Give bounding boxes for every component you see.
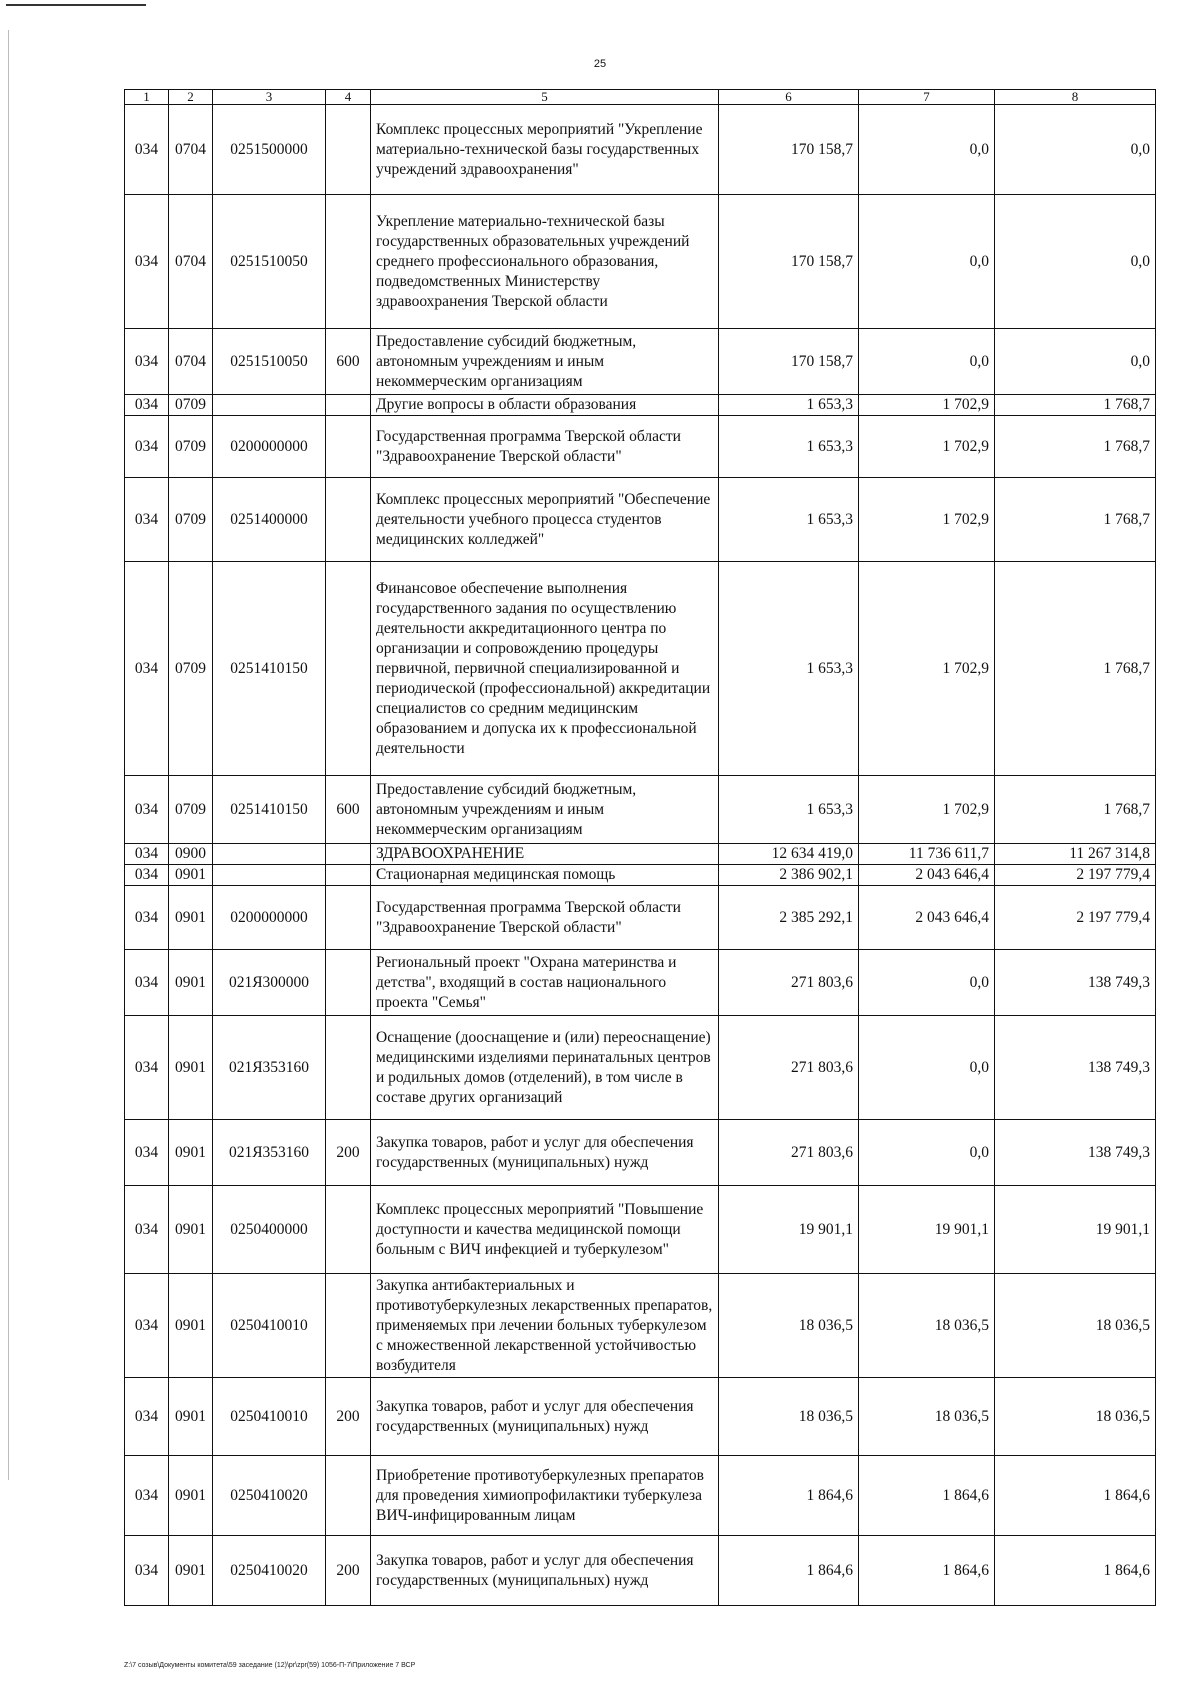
cell-admin-code: 034 (125, 329, 169, 395)
cell-admin-code: 034 (125, 865, 169, 886)
cell-amount-year-3: 0,0 (995, 105, 1156, 195)
cell-admin-code: 034 (125, 1274, 169, 1378)
table-row (125, 865, 1156, 886)
cell-section-code: 0704 (169, 105, 213, 195)
cell-amount-year-2: 2 043 646,4 (859, 886, 995, 950)
cell-admin-code: 034 (125, 886, 169, 950)
cell-amount-year-3: 11 267 314,8 (995, 844, 1156, 865)
cell-amount-year-1: 1 653,3 (719, 395, 859, 416)
cell-admin-code: 034 (125, 478, 169, 562)
cell-expense-type (326, 1016, 371, 1120)
cell-amount-year-3: 138 749,3 (995, 1120, 1156, 1186)
cell-section-code: 0901 (169, 865, 213, 886)
table-row (125, 105, 1156, 195)
cell-admin-code: 034 (125, 1120, 169, 1186)
cell-admin-code: 034 (125, 844, 169, 865)
cell-amount-year-1: 271 803,6 (719, 950, 859, 1016)
cell-amount-year-2: 1 702,9 (859, 416, 995, 478)
cell-expense-type: 200 (326, 1378, 371, 1456)
page-number: 25 (593, 58, 607, 70)
cell-description: Укрепление материально-технической базы государственных образовательных учреждений среднего профессионального образования, подведомственных Министерству здравоохранения Тверской области (371, 195, 719, 329)
cell-amount-year-1: 1 864,6 (719, 1536, 859, 1606)
cell-target-code (213, 865, 326, 886)
cell-section-code: 0709 (169, 562, 213, 776)
cell-amount-year-2: 0,0 (859, 1016, 995, 1120)
cell-target-code (213, 395, 326, 416)
cell-target-code: 0250410020 (213, 1536, 326, 1606)
cell-target-code: 0250410020 (213, 1456, 326, 1536)
cell-amount-year-1: 271 803,6 (719, 1016, 859, 1120)
cell-expense-type (326, 195, 371, 329)
cell-amount-year-2: 0,0 (859, 105, 995, 195)
table-row (125, 478, 1156, 562)
budget-table (124, 89, 1156, 1606)
cell-target-code: 0200000000 (213, 886, 326, 950)
cell-amount-year-1: 2 386 902,1 (719, 865, 859, 886)
cell-target-code: 021Я353160 (213, 1120, 326, 1186)
cell-amount-year-3: 18 036,5 (995, 1274, 1156, 1378)
cell-admin-code: 034 (125, 776, 169, 844)
cell-admin-code: 034 (125, 562, 169, 776)
cell-amount-year-3: 2 197 779,4 (995, 865, 1156, 886)
cell-admin-code: 034 (125, 1016, 169, 1120)
cell-amount-year-3: 0,0 (995, 195, 1156, 329)
table-row (125, 1378, 1156, 1456)
cell-expense-type: 200 (326, 1120, 371, 1186)
cell-amount-year-3: 1 768,7 (995, 776, 1156, 844)
cell-expense-type (326, 1274, 371, 1378)
header-col-5: 5 (371, 90, 719, 105)
cell-amount-year-1: 271 803,6 (719, 1120, 859, 1186)
cell-expense-type (326, 865, 371, 886)
cell-expense-type (326, 886, 371, 950)
cell-amount-year-1: 1 653,3 (719, 478, 859, 562)
cell-amount-year-2: 0,0 (859, 329, 995, 395)
cell-admin-code: 034 (125, 416, 169, 478)
cell-amount-year-3: 1 768,7 (995, 562, 1156, 776)
cell-amount-year-2: 1 702,9 (859, 562, 995, 776)
header-col-7: 7 (859, 90, 995, 105)
cell-amount-year-1: 1 653,3 (719, 776, 859, 844)
cell-description: Приобретение противотуберкулезных препаратов для проведения химиопрофилактики туберкулеза ВИЧ-инфицированным лицам (371, 1456, 719, 1536)
footer-file-path: Z:\7 созыв\Документы комитета\59 заседание (12)\pr\zpr(59) 1056-П-7\Приложение 7 ВСР (124, 1662, 416, 1669)
cell-expense-type (326, 105, 371, 195)
cell-amount-year-2: 1 702,9 (859, 478, 995, 562)
cell-amount-year-2: 0,0 (859, 1120, 995, 1186)
cell-amount-year-2: 18 036,5 (859, 1274, 995, 1378)
cell-amount-year-1: 170 158,7 (719, 329, 859, 395)
cell-admin-code: 034 (125, 1536, 169, 1606)
cell-admin-code: 034 (125, 1456, 169, 1536)
table-row (125, 1120, 1156, 1186)
cell-amount-year-3: 138 749,3 (995, 1016, 1156, 1120)
cell-expense-type (326, 844, 371, 865)
table-row (125, 1456, 1156, 1536)
cell-amount-year-3: 138 749,3 (995, 950, 1156, 1016)
cell-amount-year-3: 1 768,7 (995, 478, 1156, 562)
cell-section-code: 0901 (169, 1016, 213, 1120)
header-col-6: 6 (719, 90, 859, 105)
scan-left-margin-line (8, 30, 9, 1480)
cell-amount-year-3: 19 901,1 (995, 1186, 1156, 1274)
cell-target-code: 0250410010 (213, 1378, 326, 1456)
cell-target-code: 0251400000 (213, 478, 326, 562)
cell-admin-code: 034 (125, 1378, 169, 1456)
cell-expense-type (326, 562, 371, 776)
cell-amount-year-2: 1 864,6 (859, 1536, 995, 1606)
cell-section-code: 0901 (169, 1456, 213, 1536)
header-col-2: 2 (169, 90, 213, 105)
cell-amount-year-1: 1 653,3 (719, 416, 859, 478)
cell-amount-year-2: 18 036,5 (859, 1378, 995, 1456)
cell-expense-type: 600 (326, 776, 371, 844)
table-row (125, 1016, 1156, 1120)
header-col-1: 1 (125, 90, 169, 105)
cell-section-code: 0901 (169, 1378, 213, 1456)
cell-amount-year-2: 11 736 611,7 (859, 844, 995, 865)
cell-section-code: 0901 (169, 1274, 213, 1378)
cell-description: Государственная программа Тверской области "Здравоохранение Тверской области" (371, 416, 719, 478)
cell-amount-year-1: 170 158,7 (719, 195, 859, 329)
cell-expense-type (326, 478, 371, 562)
cell-description: Стационарная медицинская помощь (371, 865, 719, 886)
cell-description: Предоставление субсидий бюджетным, автономным учреждениям и иным некоммерческим организациям (371, 776, 719, 844)
cell-description: ЗДРАВООХРАНЕНИЕ (371, 844, 719, 865)
cell-expense-type (326, 416, 371, 478)
cell-description: Государственная программа Тверской области "Здравоохранение Тверской области" (371, 886, 719, 950)
cell-amount-year-1: 170 158,7 (719, 105, 859, 195)
table-row (125, 776, 1156, 844)
cell-amount-year-3: 1 768,7 (995, 416, 1156, 478)
cell-amount-year-2: 0,0 (859, 950, 995, 1016)
cell-target-code: 0251500000 (213, 105, 326, 195)
cell-section-code: 0901 (169, 1536, 213, 1606)
cell-admin-code: 034 (125, 950, 169, 1016)
cell-amount-year-1: 1 864,6 (719, 1456, 859, 1536)
cell-target-code: 021Я300000 (213, 950, 326, 1016)
cell-admin-code: 034 (125, 395, 169, 416)
cell-admin-code: 034 (125, 105, 169, 195)
cell-target-code: 0250400000 (213, 1186, 326, 1274)
cell-description: Предоставление субсидий бюджетным, автономным учреждениям и иным некоммерческим организациям (371, 329, 719, 395)
scan-top-rule (6, 4, 146, 6)
cell-section-code: 0901 (169, 950, 213, 1016)
table-row (125, 329, 1156, 395)
cell-amount-year-2: 1 702,9 (859, 395, 995, 416)
cell-amount-year-1: 18 036,5 (719, 1378, 859, 1456)
cell-amount-year-2: 2 043 646,4 (859, 865, 995, 886)
cell-section-code: 0704 (169, 329, 213, 395)
table-row (125, 562, 1156, 776)
cell-amount-year-3: 1 864,6 (995, 1536, 1156, 1606)
cell-description: Другие вопросы в области образования (371, 395, 719, 416)
table-row (125, 416, 1156, 478)
cell-amount-year-2: 19 901,1 (859, 1186, 995, 1274)
cell-section-code: 0900 (169, 844, 213, 865)
header-col-8: 8 (995, 90, 1156, 105)
cell-section-code: 0901 (169, 886, 213, 950)
cell-amount-year-2: 0,0 (859, 195, 995, 329)
header-col-3: 3 (213, 90, 326, 105)
cell-description: Региональный проект "Охрана материнства и детства", входящий в состав национального проекта "Семья" (371, 950, 719, 1016)
cell-expense-type (326, 1186, 371, 1274)
cell-expense-type (326, 395, 371, 416)
cell-amount-year-2: 1 864,6 (859, 1456, 995, 1536)
cell-target-code (213, 844, 326, 865)
table-row (125, 844, 1156, 865)
table-row (125, 886, 1156, 950)
cell-section-code: 0901 (169, 1186, 213, 1274)
cell-target-code: 0251410150 (213, 776, 326, 844)
cell-expense-type: 600 (326, 329, 371, 395)
cell-expense-type (326, 1456, 371, 1536)
cell-amount-year-3: 18 036,5 (995, 1378, 1156, 1456)
cell-description: Комплекс процессных мероприятий "Повышение доступности и качества медицинской помощи больным с ВИЧ инфекцией и туберкулезом" (371, 1186, 719, 1274)
cell-amount-year-2: 1 702,9 (859, 776, 995, 844)
cell-amount-year-1: 2 385 292,1 (719, 886, 859, 950)
cell-target-code: 0200000000 (213, 416, 326, 478)
header-col-4: 4 (326, 90, 371, 105)
cell-amount-year-3: 0,0 (995, 329, 1156, 395)
cell-expense-type: 200 (326, 1536, 371, 1606)
header-row (125, 90, 1156, 105)
cell-amount-year-1: 19 901,1 (719, 1186, 859, 1274)
cell-amount-year-3: 1 864,6 (995, 1456, 1156, 1536)
cell-description: Комплекс процессных мероприятий "Обеспечение деятельности учебного процесса студентов медицинских колледжей" (371, 478, 719, 562)
cell-admin-code: 034 (125, 195, 169, 329)
cell-section-code: 0709 (169, 478, 213, 562)
cell-amount-year-1: 12 634 419,0 (719, 844, 859, 865)
table-row (125, 395, 1156, 416)
cell-target-code: 0251510050 (213, 329, 326, 395)
cell-description: Комплекс процессных мероприятий "Укрепление материально-технической базы государственных учреждений здравоохранения" (371, 105, 719, 195)
cell-description: Закупка антибактериальных и противотуберкулезных лекарственных препаратов, применяемых при лечении больных туберкулезом с множественной лекарственной устойчивостью возбудителя (371, 1274, 719, 1378)
table-row (125, 1536, 1156, 1606)
cell-amount-year-3: 2 197 779,4 (995, 886, 1156, 950)
cell-section-code: 0901 (169, 1120, 213, 1186)
table-row (125, 950, 1156, 1016)
table-row (125, 1186, 1156, 1274)
cell-target-code: 0251510050 (213, 195, 326, 329)
cell-target-code: 0250410010 (213, 1274, 326, 1378)
cell-description: Финансовое обеспечение выполнения государственного задания по осуществлению деятельности аккредитационного центра по организации и сопровождению процедуры первичной, первичной специализированной и периодической (профессиональной) аккредитации специалистов со средним медицинским образованием и допуска их к профессиональной деятельности (371, 562, 719, 776)
cell-amount-year-1: 1 653,3 (719, 562, 859, 776)
table-row (125, 1274, 1156, 1378)
cell-section-code: 0709 (169, 776, 213, 844)
cell-amount-year-3: 1 768,7 (995, 395, 1156, 416)
cell-amount-year-1: 18 036,5 (719, 1274, 859, 1378)
cell-description: Закупка товаров, работ и услуг для обеспечения государственных (муниципальных) нужд (371, 1378, 719, 1456)
cell-target-code: 021Я353160 (213, 1016, 326, 1120)
cell-admin-code: 034 (125, 1186, 169, 1274)
cell-target-code: 0251410150 (213, 562, 326, 776)
cell-description: Закупка товаров, работ и услуг для обеспечения государственных (муниципальных) нужд (371, 1120, 719, 1186)
cell-expense-type (326, 950, 371, 1016)
cell-section-code: 0709 (169, 416, 213, 478)
cell-description: Закупка товаров, работ и услуг для обеспечения государственных (муниципальных) нужд (371, 1536, 719, 1606)
cell-section-code: 0709 (169, 395, 213, 416)
cell-section-code: 0704 (169, 195, 213, 329)
cell-description: Оснащение (дооснащение и (или) переоснащение) медицинскими изделиями перинатальных центров и родильных домов (отделений), в том числе в составе других организаций (371, 1016, 719, 1120)
table-row (125, 195, 1156, 329)
